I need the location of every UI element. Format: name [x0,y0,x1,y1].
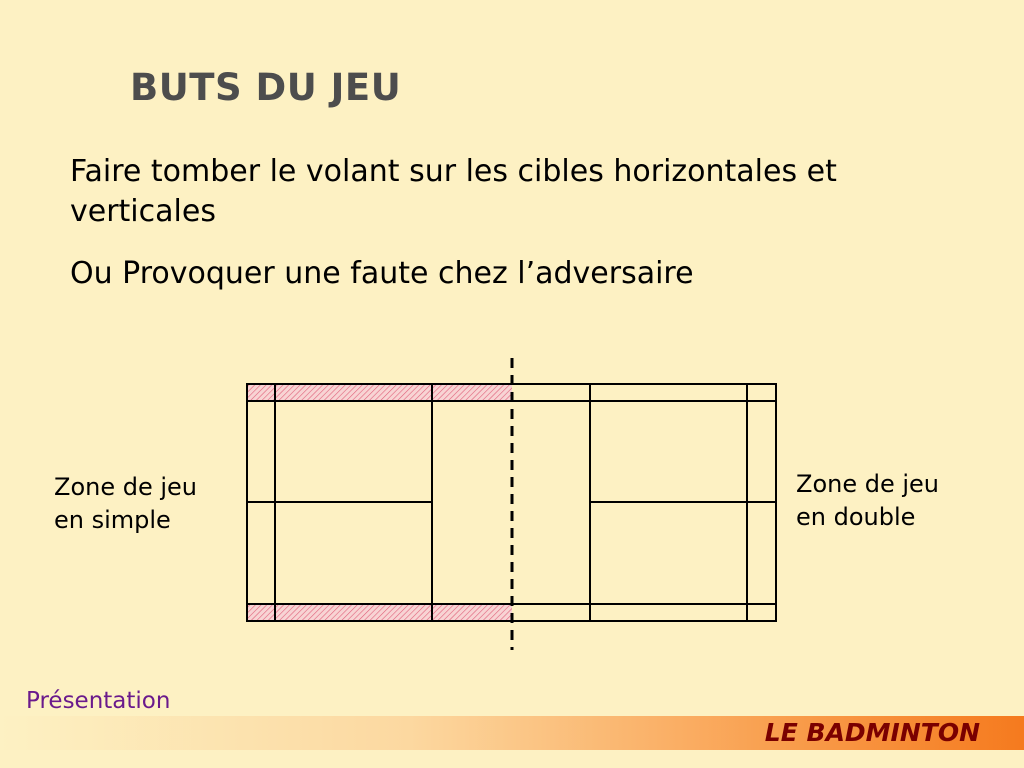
doubles-alley-top-left [247,384,512,401]
slide-title: BUTS DU JEU [130,66,402,109]
doubles-alley-bottom-left [247,604,512,621]
footer-brand: LE BADMINTON [764,718,980,747]
presentation-link[interactable]: Présentation [26,688,171,714]
bullet-1: Faire tomber le volant sur les cibles horizontales et verticales [70,154,837,229]
label-zone-simple: Zone de jeu en simple [54,473,198,534]
bullet-2: Ou Provoquer une faute chez l’adversaire [70,256,694,291]
label-zone-double: Zone de jeu en double [796,470,940,531]
